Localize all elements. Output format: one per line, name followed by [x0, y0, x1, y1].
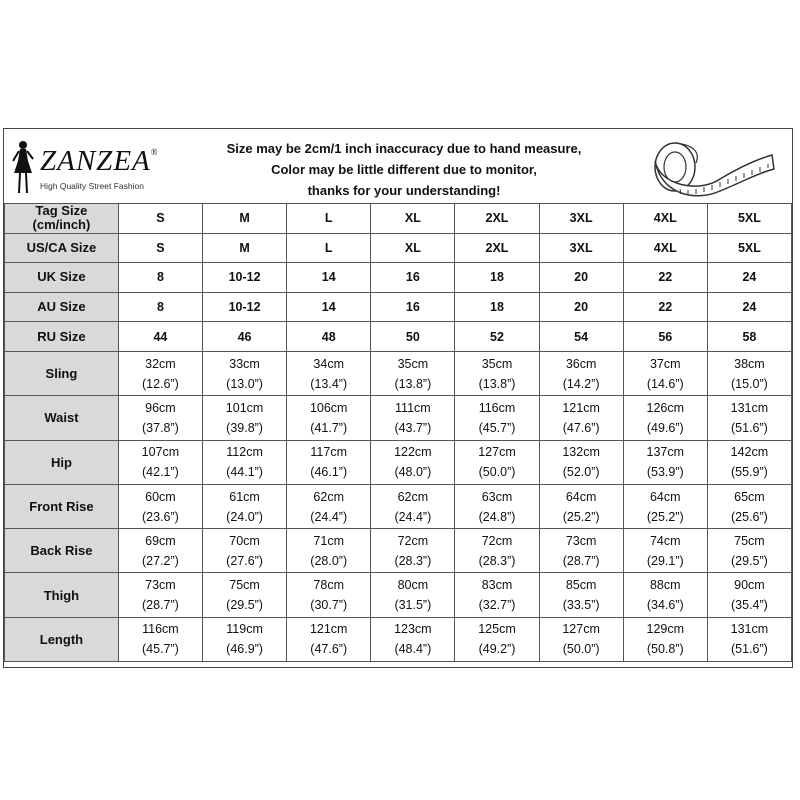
- inch-value: (13.4”): [310, 376, 348, 391]
- size-cell: 8: [118, 292, 202, 322]
- measurement-cell: [539, 440, 623, 484]
- measurement-cell: [287, 529, 371, 573]
- inch-value: (41.7”): [310, 420, 348, 435]
- size-cell: S: [118, 204, 202, 234]
- row-label: US/CA Size: [5, 233, 119, 263]
- cm-value: 32cm: [145, 356, 176, 371]
- measurement-cell: [455, 440, 539, 484]
- measurement-row: [5, 529, 792, 573]
- measurement-cell: [371, 573, 455, 617]
- cm-value: 75cm: [734, 533, 765, 548]
- inch-value: (55.9”): [731, 465, 768, 480]
- measurement-row: [5, 573, 792, 617]
- size-cell: 48: [287, 322, 371, 352]
- measurement-cell: [707, 396, 791, 440]
- measurement-cell: [623, 617, 707, 661]
- row-label: Sling: [5, 351, 119, 395]
- measurement-cell: [371, 484, 455, 528]
- measurement-cell: [287, 484, 371, 528]
- size-table: [4, 203, 792, 662]
- brand-tagline: High Quality Street Fashion: [40, 181, 144, 191]
- measurement-cell: [623, 396, 707, 440]
- measurement-cell: [118, 529, 202, 573]
- cm-value: 75cm: [229, 578, 260, 593]
- measurement-cell: [707, 484, 791, 528]
- measurement-cell: [623, 440, 707, 484]
- cm-value: 73cm: [145, 578, 176, 593]
- inch-value: (52.0”): [562, 465, 600, 480]
- row-label: AU Size: [5, 292, 119, 322]
- inch-value: (12.6”): [142, 376, 179, 391]
- cm-value: 96cm: [145, 400, 176, 415]
- measurement-cell: [203, 529, 287, 573]
- measurement-cell: [371, 617, 455, 661]
- size-cell: 5XL: [707, 233, 791, 263]
- size-cell: 5XL: [707, 204, 791, 234]
- measurement-cell: [455, 351, 539, 395]
- inch-value: (42.1”): [142, 465, 179, 480]
- cm-value: 64cm: [649, 489, 681, 504]
- size-row: [5, 322, 792, 352]
- measurement-cell: [118, 617, 202, 661]
- size-cell: 22: [623, 292, 707, 322]
- size-chart-header: [4, 129, 792, 204]
- registered-mark: ®: [150, 147, 159, 157]
- inch-value: (14.2”): [562, 376, 600, 391]
- measurement-cell: [118, 484, 202, 528]
- size-cell: 20: [539, 292, 623, 322]
- cm-value: 83cm: [481, 578, 513, 593]
- measurement-cell: [118, 573, 202, 617]
- cm-value: 88cm: [649, 578, 681, 593]
- size-cell: 24: [707, 292, 791, 322]
- measurement-cell: [287, 396, 371, 440]
- inch-value: (48.0”): [394, 465, 432, 480]
- inch-value: (31.5”): [394, 598, 432, 613]
- measurement-cell: [539, 617, 623, 661]
- size-cell: 3XL: [539, 204, 623, 234]
- row-label: Front Rise: [5, 484, 119, 528]
- cm-value: 35cm: [397, 356, 429, 371]
- measurement-cell: [287, 351, 371, 395]
- measurement-cell: [707, 529, 791, 573]
- inch-value: (24.8”): [478, 509, 516, 524]
- measurement-cell: [623, 351, 707, 395]
- notice-line: Size may be 2cm/1 inch inaccuracy due to hand measure,: [226, 141, 582, 156]
- inch-value: (32.7”): [478, 598, 516, 613]
- cm-value: 73cm: [565, 533, 597, 548]
- measurement-cell: [455, 484, 539, 528]
- size-cell: 58: [707, 322, 791, 352]
- cm-value: 34cm: [313, 356, 344, 371]
- inch-value: (24.4”): [394, 509, 432, 524]
- inch-value: (37.8”): [142, 420, 179, 435]
- size-cell: 3XL: [539, 233, 623, 263]
- row-label: Waist: [5, 396, 119, 440]
- measurement-cell: [539, 529, 623, 573]
- measurement-row: [5, 484, 792, 528]
- measurement-cell: [623, 484, 707, 528]
- cm-value: 125cm: [478, 622, 516, 637]
- size-row: [5, 233, 792, 263]
- cm-value: 64cm: [565, 489, 597, 504]
- inch-value: (50.8”): [646, 642, 684, 657]
- measurement-cell: [707, 573, 791, 617]
- inch-value: (27.6”): [226, 553, 263, 568]
- cm-value: 142cm: [730, 445, 769, 460]
- measurement-cell: [539, 351, 623, 395]
- inch-value: (45.7”): [142, 642, 179, 657]
- measurement-cell: [539, 484, 623, 528]
- cm-value: 65cm: [734, 489, 765, 504]
- inch-value: (47.6”): [310, 642, 348, 657]
- size-chart: [3, 128, 793, 668]
- inch-value: (28.7”): [142, 598, 179, 613]
- inch-value: (29.1”): [646, 553, 684, 568]
- inch-value: (28.0”): [310, 553, 348, 568]
- cm-value: 119cm: [226, 622, 263, 637]
- cm-value: 36cm: [565, 356, 597, 371]
- cm-value: 74cm: [649, 533, 681, 548]
- size-cell: 44: [118, 322, 202, 352]
- cm-value: 129cm: [646, 622, 685, 637]
- cm-value: 71cm: [313, 533, 344, 548]
- row-label: Length: [5, 617, 119, 661]
- size-cell: 54: [539, 322, 623, 352]
- measurement-cell: [455, 617, 539, 661]
- measurement-cell: [455, 573, 539, 617]
- size-cell: XL: [371, 204, 455, 234]
- size-cell: M: [203, 233, 287, 263]
- size-cell: 20: [539, 263, 623, 293]
- cm-value: 69cm: [145, 533, 176, 548]
- cm-value: 33cm: [229, 356, 260, 371]
- inch-value: (43.7”): [394, 420, 432, 435]
- measurement-cell: [371, 351, 455, 395]
- size-cell: 14: [287, 292, 371, 322]
- inch-value: (23.6”): [142, 509, 179, 524]
- inch-value: (46.9”): [226, 642, 263, 657]
- cm-value: 127cm: [478, 445, 516, 460]
- measurement-cell: [623, 529, 707, 573]
- cm-value: 116cm: [142, 622, 179, 637]
- inch-value: (28.3”): [478, 553, 516, 568]
- inch-value: (33.5”): [562, 598, 600, 613]
- size-cell: 18: [455, 263, 539, 293]
- measurement-cell: [623, 573, 707, 617]
- cm-value: 116cm: [478, 400, 516, 415]
- notice-line: thanks for your understanding!: [307, 183, 501, 198]
- cm-value: 61cm: [229, 489, 260, 504]
- measurement-cell: [203, 617, 287, 661]
- size-cell: 10-12: [203, 292, 287, 322]
- measurement-cell: [118, 351, 202, 395]
- cm-value: 121cm: [562, 400, 600, 415]
- measurement-row: [5, 396, 792, 440]
- row-label: Tag Size (cm/inch): [5, 204, 119, 234]
- cm-value: 123cm: [394, 622, 432, 637]
- inch-value: (34.6”): [646, 598, 684, 613]
- measurement-cell: [371, 529, 455, 573]
- size-cell: 52: [455, 322, 539, 352]
- row-label: Back Rise: [5, 529, 119, 573]
- fashion-model-icon: [10, 139, 36, 195]
- brand-logo: [10, 137, 180, 199]
- measurement-row: [5, 617, 792, 661]
- measurement-cell: [203, 440, 287, 484]
- cm-value: 131cm: [730, 400, 769, 415]
- size-cell: L: [287, 233, 371, 263]
- inch-value: (39.8”): [226, 420, 263, 435]
- inch-value: (25.2”): [646, 509, 684, 524]
- size-cell: S: [118, 233, 202, 263]
- size-cell: 22: [623, 263, 707, 293]
- size-row: [5, 204, 792, 234]
- inch-value: (27.2”): [142, 553, 179, 568]
- cm-value: 137cm: [646, 445, 685, 460]
- cm-value: 62cm: [313, 489, 344, 504]
- size-cell: XL: [371, 233, 455, 263]
- size-row: [5, 292, 792, 322]
- measurement-cell: [118, 440, 202, 484]
- cm-value: 117cm: [310, 445, 347, 460]
- cm-value: 70cm: [229, 533, 260, 548]
- size-cell: 16: [371, 263, 455, 293]
- row-label: RU Size: [5, 322, 119, 352]
- cm-value: 62cm: [397, 489, 429, 504]
- size-cell: 50: [371, 322, 455, 352]
- brand-name: ZANZEA: [40, 145, 151, 177]
- inch-value: (49.2”): [478, 642, 516, 657]
- measurement-notice: [194, 138, 614, 201]
- row-label: Hip: [5, 440, 119, 484]
- inch-value: (25.6”): [731, 509, 768, 524]
- cm-value: 38cm: [734, 356, 765, 371]
- cm-value: 101cm: [225, 400, 264, 415]
- size-cell: 46: [203, 322, 287, 352]
- cm-value: 107cm: [141, 445, 180, 460]
- measurement-cell: [539, 573, 623, 617]
- measurement-cell: [287, 573, 371, 617]
- inch-value: (51.6”): [731, 642, 768, 657]
- measurement-cell: [118, 396, 202, 440]
- inch-value: (51.6”): [731, 420, 768, 435]
- measurement-cell: [539, 396, 623, 440]
- size-cell: 18: [455, 292, 539, 322]
- row-label: UK Size: [5, 263, 119, 293]
- measurement-cell: [203, 351, 287, 395]
- inch-value: (15.0”): [731, 376, 768, 391]
- notice-line: Color may be little different due to monitor,: [271, 162, 537, 177]
- cm-value: 90cm: [734, 578, 765, 593]
- measurement-cell: [371, 396, 455, 440]
- cm-value: 112cm: [226, 445, 263, 460]
- inch-value: (25.2”): [562, 509, 600, 524]
- measuring-tape-icon: [640, 131, 780, 201]
- cm-value: 80cm: [397, 578, 429, 593]
- inch-value: (28.7”): [562, 553, 600, 568]
- measurement-row: [5, 440, 792, 484]
- size-cell: 4XL: [623, 233, 707, 263]
- inch-value: (28.3”): [394, 553, 432, 568]
- size-row: [5, 263, 792, 293]
- measurement-cell: [203, 573, 287, 617]
- inch-value: (46.1”): [310, 465, 348, 480]
- measurement-cell: [371, 440, 455, 484]
- inch-value: (45.7”): [478, 420, 516, 435]
- cm-value: 122cm: [394, 445, 432, 460]
- cm-value: 85cm: [565, 578, 597, 593]
- inch-value: (50.0”): [478, 465, 516, 480]
- inch-value: (24.0”): [226, 509, 263, 524]
- cm-value: 78cm: [313, 578, 344, 593]
- measurement-cell: [203, 396, 287, 440]
- measurement-cell: [287, 440, 371, 484]
- inch-value: (13.8”): [394, 376, 432, 391]
- cm-value: 72cm: [397, 533, 429, 548]
- measurement-cell: [707, 617, 791, 661]
- measurement-cell: [707, 351, 791, 395]
- inch-value: (49.6”): [646, 420, 684, 435]
- cm-value: 121cm: [309, 622, 348, 637]
- cm-value: 35cm: [481, 356, 513, 371]
- cm-value: 127cm: [562, 622, 600, 637]
- inch-value: (35.4”): [731, 598, 768, 613]
- size-cell: 14: [287, 263, 371, 293]
- inch-value: (24.4”): [310, 509, 348, 524]
- size-cell: 2XL: [455, 233, 539, 263]
- cm-value: 131cm: [730, 622, 769, 637]
- cm-value: 72cm: [481, 533, 513, 548]
- measurement-cell: [287, 617, 371, 661]
- size-cell: M: [203, 204, 287, 234]
- cm-value: 60cm: [145, 489, 176, 504]
- row-label: Thigh: [5, 573, 119, 617]
- inch-value: (13.0”): [226, 376, 263, 391]
- size-cell: 24: [707, 263, 791, 293]
- inch-value: (50.0”): [562, 642, 600, 657]
- cm-value: 111cm: [395, 400, 431, 415]
- size-cell: 8: [118, 263, 202, 293]
- size-cell: 2XL: [455, 204, 539, 234]
- measurement-row: [5, 351, 792, 395]
- inch-value: (47.6”): [562, 420, 600, 435]
- measurement-cell: [203, 484, 287, 528]
- cm-value: 63cm: [481, 489, 513, 504]
- cm-value: 106cm: [309, 400, 348, 415]
- measurement-cell: [455, 529, 539, 573]
- inch-value: (44.1”): [226, 465, 263, 480]
- cm-value: 37cm: [649, 356, 681, 371]
- inch-value: (14.6”): [646, 376, 684, 391]
- inch-value: (48.4”): [394, 642, 432, 657]
- inch-value: (29.5”): [731, 553, 768, 568]
- inch-value: (29.5”): [226, 598, 263, 613]
- inch-value: (53.9”): [646, 465, 684, 480]
- size-cell: 56: [623, 322, 707, 352]
- size-cell: L: [287, 204, 371, 234]
- size-cell: 4XL: [623, 204, 707, 234]
- inch-value: (30.7”): [310, 598, 348, 613]
- measurement-cell: [707, 440, 791, 484]
- measurement-cell: [455, 396, 539, 440]
- size-cell: 16: [371, 292, 455, 322]
- cm-value: 132cm: [562, 445, 600, 460]
- inch-value: (13.8”): [478, 376, 516, 391]
- cm-value: 126cm: [646, 400, 685, 415]
- size-cell: 10-12: [203, 263, 287, 293]
